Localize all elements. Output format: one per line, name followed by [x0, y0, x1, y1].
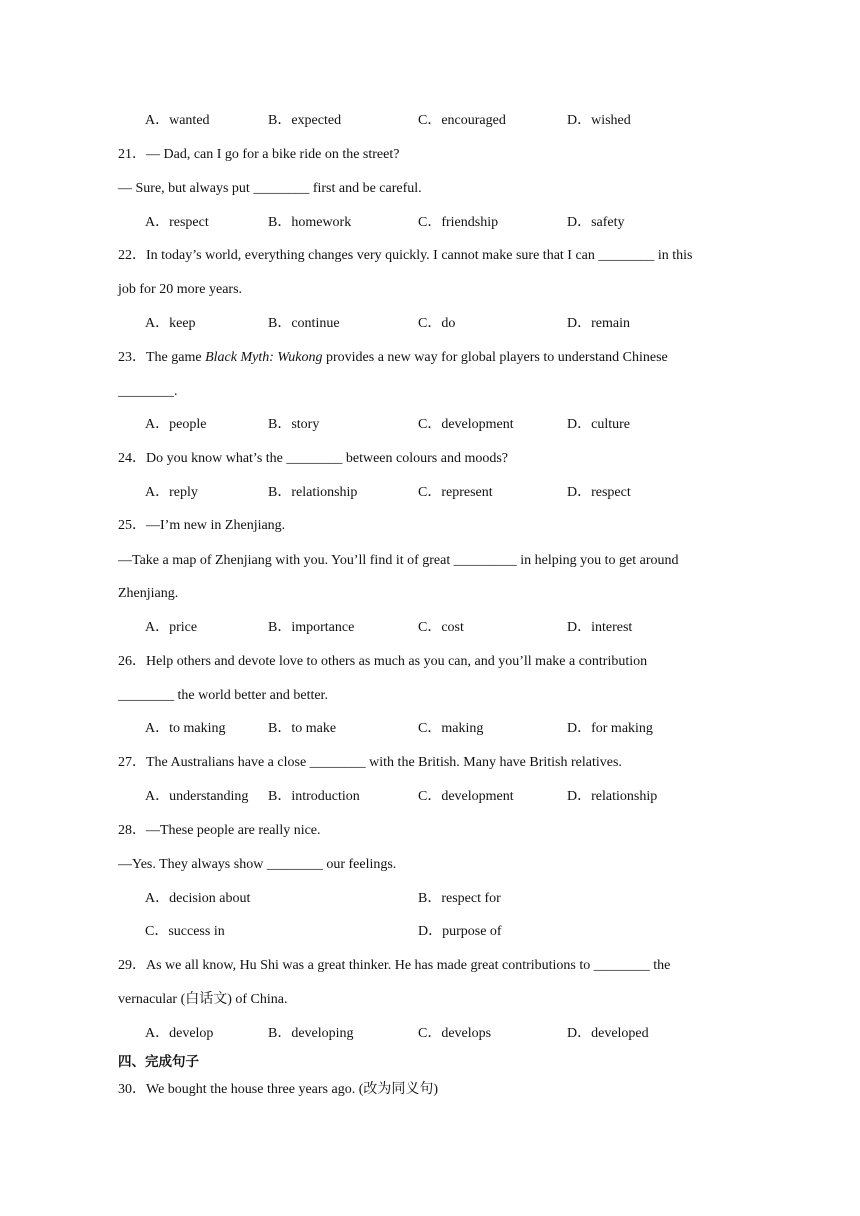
option-b: B．to make	[268, 721, 337, 736]
q22-options	[145, 314, 745, 334]
question-23-stem	[118, 348, 668, 368]
question-25-reply: —Take a map of Zhenjiang with you. You’ll find it of great _________ in helping you to get around	[118, 553, 679, 568]
option-b: B．homework	[268, 215, 352, 230]
question-28-stem: 28．—These people are really nice.	[118, 823, 321, 838]
option-c: C．development	[418, 789, 514, 804]
question-29-stem: 29．As we all know, Hu Shi was a great thinker. He has made great contributions to ________ the	[118, 958, 671, 973]
question-28-reply: —Yes. They always show ________ our feelings.	[118, 857, 397, 872]
option-d: D．for making	[567, 721, 653, 736]
option-b: B．respect for	[418, 891, 501, 906]
q20-options	[145, 111, 745, 131]
option-a: A．wanted	[145, 113, 210, 128]
option-c: C．making	[418, 721, 484, 736]
question-25-reply-cont: Zhenjiang.	[118, 586, 179, 601]
option-d: D．developed	[567, 1026, 649, 1041]
option-c: C．do	[418, 316, 456, 331]
q23-stem-post: provides a new way for global players to understand Chinese	[322, 350, 668, 365]
question-21-reply: — Sure, but always put ________ first and be careful.	[118, 181, 422, 196]
q25-options	[145, 618, 745, 638]
option-d: D．respect	[567, 485, 631, 500]
option-a: A．decision about	[145, 891, 251, 906]
q28-options-row1	[145, 889, 745, 909]
option-a: A．develop	[145, 1026, 214, 1041]
option-b: B．story	[268, 417, 320, 432]
option-a: A．price	[145, 620, 198, 635]
option-c: C．success in	[145, 924, 225, 939]
option-d: D．relationship	[567, 789, 658, 804]
option-c: C．develops	[418, 1026, 492, 1041]
option-c: C．friendship	[418, 215, 499, 230]
option-a: A．reply	[145, 485, 198, 500]
option-a: A．people	[145, 417, 207, 432]
q29-options	[145, 1024, 745, 1044]
option-b: B．importance	[268, 620, 355, 635]
option-a: A．respect	[145, 215, 209, 230]
option-a: A．to making	[145, 721, 226, 736]
option-d: D．purpose of	[418, 924, 502, 939]
question-25-stem: 25．—I’m new in Zhenjiang.	[118, 518, 286, 533]
question-22-stem-cont: job for 20 more years.	[118, 282, 243, 297]
q23-stem-pre: 23．The game	[118, 350, 206, 365]
option-b: B．continue	[268, 316, 340, 331]
question-22-stem: 22．In today’s world, everything changes very quickly. I cannot make sure that I can ________ in this	[118, 248, 693, 263]
question-26-stem-cont: ________ the world better and better.	[118, 688, 328, 703]
option-d: D．safety	[567, 215, 625, 230]
question-23-stem-cont: ________.	[118, 384, 178, 399]
option-d: D．culture	[567, 417, 630, 432]
q23-options	[145, 415, 745, 435]
question-30-stem: 30．We bought the house three years ago. (改为同义句)	[118, 1082, 439, 1097]
q24-options	[145, 483, 745, 503]
question-29-stem-cont: vernacular (白话文) of China.	[118, 992, 288, 1007]
q21-options	[145, 213, 745, 233]
question-21-stem: 21．— Dad, can I go for a bike ride on the street?	[118, 147, 400, 162]
option-c: C．cost	[418, 620, 464, 635]
question-26-stem: 26．Help others and devote love to others as much as you can, and you’ll make a contribution	[118, 654, 648, 669]
question-24-stem: 24．Do you know what’s the ________ between colours and moods?	[118, 451, 508, 466]
option-d: D．interest	[567, 620, 633, 635]
section-heading: 四、完成句子	[118, 1054, 199, 1070]
option-b: B．expected	[268, 113, 342, 128]
q27-options	[145, 787, 745, 807]
option-b: B．relationship	[268, 485, 358, 500]
option-c: C．encouraged	[418, 113, 506, 128]
option-a: A．understanding	[145, 789, 249, 804]
option-b: B．introduction	[268, 789, 360, 804]
option-a: A．keep	[145, 316, 196, 331]
option-c: C．represent	[418, 485, 493, 500]
q28-options-row2	[145, 922, 745, 942]
q26-options	[145, 719, 745, 739]
game-title: Black Myth: Wukong	[205, 350, 323, 365]
option-d: D．remain	[567, 316, 630, 331]
option-c: C．development	[418, 417, 514, 432]
option-b: B．developing	[268, 1026, 354, 1041]
option-d: D．wished	[567, 113, 631, 128]
question-27-stem: 27．The Australians have a close ________ with the British. Many have British relatives.	[118, 755, 622, 770]
